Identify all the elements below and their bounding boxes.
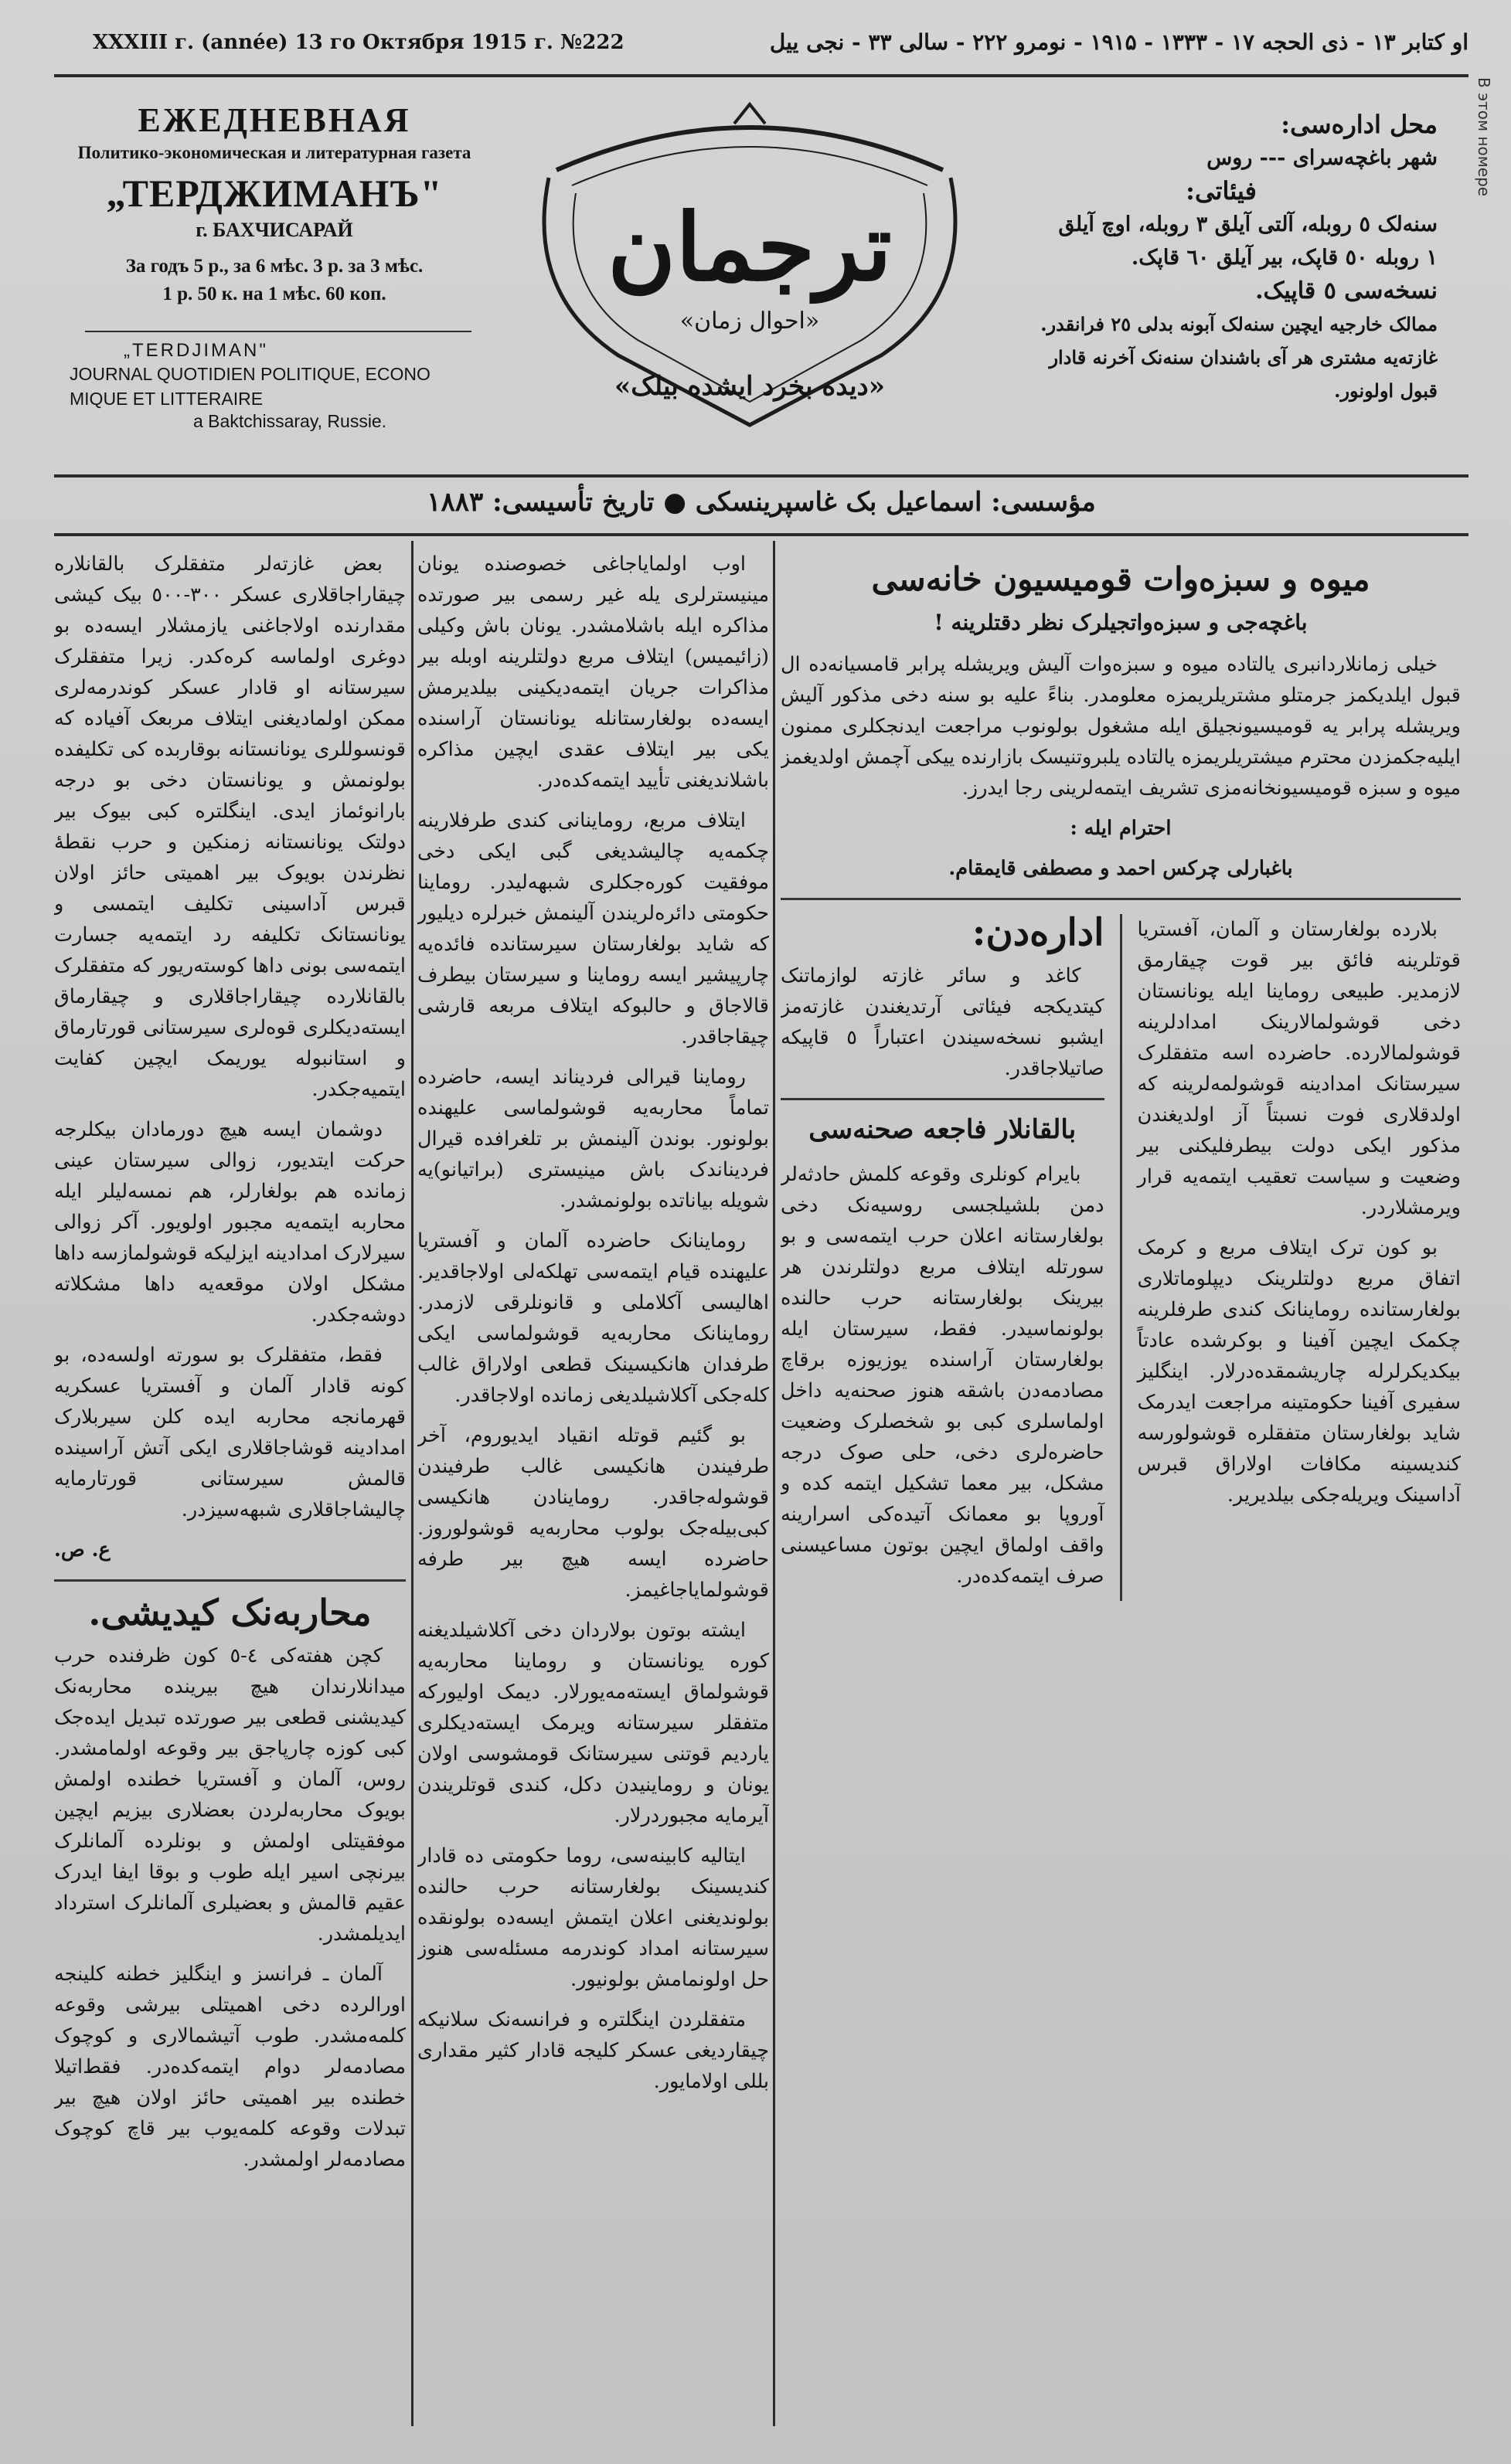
headline-administration: اداره‌دن: — [972, 911, 1104, 954]
top-rule — [54, 74, 1468, 77]
left-divider — [54, 1579, 406, 1582]
paragraph-balkan-1: بلارده بولغارستان و آلمان، آفستریا قوتلرینه فائق بیر قوت چیقارمق لازمدیر. طبیعی روماینا ایله یونانستان دخی قوشولمالارینک امدادلرینه قوشولمالارده. حاضرده اسه متفقلرک سیرستانک امدادینه قوشولمه‌لرینه که اولدقلاری فوت نسبتاً آز اولدیغندن مذکور ایکی دولت بیطرفلیکنی بیر وضعیت و سیاست تعقیب ایتمه‌یه قرار ویرمشلاردر. — [1137, 918, 1461, 1219]
logo-tagline: «احوال زمان» — [679, 308, 820, 335]
founder-rule — [54, 533, 1468, 536]
author-abbreviation: ع. ص. — [54, 1538, 111, 1562]
headline-commission: میوه و سبزه‌وات قومیسیون خانه‌سی — [871, 560, 1370, 598]
middle-paragraph-1: اوب اولمایاجاغی خصوصنده یونان مینیسترلری یله غیر رسمی بیر صورتده مذاکره ایله باشلامشدر. یونان باش وکیلی (زائیمیس) ایتلاف مربع دولتلرینه اوبله بیر مذاکرات جریان ایتمه‌دیکینی بیلدیرمش ایسه‌ده بولغارستانله یونانستان آراسنده یکی بیر ایتلاف عقدی ایچین مذاکره باشلاندیغنی تأیید ایتمه‌کده‌در. — [417, 552, 769, 792]
subhead-commission: باغچه‌جی و سبزه‌واتجیلرک نظر دقتلرینه ! — [934, 610, 1308, 635]
logo-tagline-text: احوال زمان — [694, 308, 805, 335]
masthead-russian — [54, 100, 495, 308]
middle-paragraph-8: متفقلردن اینگلتره و فرانسه‌نک سلانیکه چیقاردیغی عسکر کلیجه قادار کثیر مقداری بللی اولامایور. — [417, 2008, 769, 2093]
headline-balkan-tragedy: بالقانلار فاجعه صحنه‌سی — [808, 1114, 1077, 1145]
headline-war-course: محاربه‌نک کیدیشی. — [88, 1592, 372, 1633]
admin-city: شهر باغچه‌سرای --- روس — [1206, 146, 1438, 170]
founder-line: مؤسسی: اسماعیل بک غاسپرینسکی ● تاریخ تأسیسی: ۱۸۸۳ — [427, 487, 1096, 518]
masthead-daily: ЕЖЕДНЕВНАЯ — [138, 101, 411, 139]
section-divider — [781, 898, 1461, 900]
admin-foreign-2: غازته‌یه مشتری هر آی باشندان سنه‌نک آخرنه قادار — [1049, 346, 1438, 369]
price-line-2: 1 р. 50 к. на 1 мѣс. 60 коп. — [162, 284, 386, 304]
masthead-logo — [502, 100, 997, 456]
left-paragraph-1: بعض غازته‌لر متفقلرک بالقانلاره چیقاراجاقلاری عسکر ۳۰٠-٥٠٠ بیک کیشی مقدارنده اولاجاغنی یازمشلار ایسه‌ده بو دوغری اولماسه کره‌کدر. زیرا متفقلرک سیرستانه او قادار عسکر کوندرمه‌لری ممکن اولمادیغنی ایتلاف مربعک آفیاده که قونسوللری یونانستانه بوقاربده کی تکلیفده بولونمش و یونانستان دخی بو درجه بارانوئماز ایدی. اینگلتره کبی بیوک بیر دولتک یونانستانه زمنکین و حرب نقطهٔ نظرندن بویوک بیر اهمیتی حائز اولان قبرس آداسینی تکلیف ایتمسی و یونانستانک تکلیفه رد ایتمه‌یه جسارت ایتمه‌سی بونی داها کوسته‌ریور که متفقلرک بالقانلارده چیقاراجاقلاری و چیقارماق ایسته‌دیکلری قوه‌لری سیرستانی قورتارماق و استانبوله یوریمک ایچین کفایت ایتمیه‌جکدر. — [54, 552, 406, 1101]
price-line-1: За годъ 5 р., за 6 мѣс. 3 р. за 3 мѣс. — [125, 256, 424, 277]
admin-price-2: ۱ روبله ٥٠ قاپک، بیر آیلق ٦٠ قاپک. — [1131, 246, 1438, 270]
right-subcolumn-a — [1138, 914, 1462, 1601]
admin-issue-price: نسخه‌سی ٥ قاپیک. — [1255, 277, 1438, 304]
french-line-1: JOURNAL QUOTIDIEN POLITIQUE, ECONO — [70, 364, 430, 384]
section-divider-2 — [781, 1098, 1104, 1100]
middle-paragraph-7: ایتالیه کابینه‌سی، روما حکومتی ده قادار کندیسینک بولغارستانه حرب حالنده بولوندیغنی اعلان ایتمش ایسه‌ده بولونقده سیرستانه امداد کوندرمه مسئله‌سی هنوز حل اولونمامش بولونیور. — [417, 1844, 769, 1991]
left-paragraph-2: دوشمان ایسه هیچ دورمادان بیکلرجه حرکت ایتدیور، زوالی سیرستان عینی زمانده هم بولغارلر، هم نمسه‌لیلر ایله محاربه ایتمه‌یه مجبور اولویور. آکر زوالی سیرلارک امدادینه ایزلیکه قوشولمازسه داها مشکل اولان موقعه‌یه داها مشکلاته دوشه‌جکدر. — [54, 1118, 406, 1327]
column-separator-right — [773, 541, 775, 2426]
admin-foreign-1: ممالک خارجیه ایچین سنه‌لک آبونه بدلی ۲٥ فرانقدر. — [1040, 313, 1438, 335]
left-paragraph-4: کچن هفته‌کی ٤-٥ کون ظرفنده حرب میدانلارندان هیچ بیرینده محاربه‌نک کیدیشنی قطعی بیر صورتده تبدیل ایده‌جک کبی کوزه چارپاجق بیر وقوعه اولمامشدر. روس، آلمان و آفستریا خطنده اولمش بویوک محاربه‌لردن بعضلاری بیزیم ایچین موفقیتلی اولمش و بونلرده آلمانلرک بیرنچی اسیر ایله طوب و بوقا ایفا ایدرک عقیم قالمش و بعضیلری آلمانلرک استرداد ایدیلمشدر. — [54, 1644, 406, 1946]
paragraph-balkan-2: بو کون ترک ایتلاف مربع و کرمک اتفاق مربع دولتلرینک دیپلوماتلاری بولغارستانده روماینانک کندی طرفلرینه چکمک ایچین آفینا و بوکرشده عادتاً بیکدیکرلرله چاریشمقده‌درلار. اینگلیز سفیری آفینا حکومتینه مراجعت ایدرمک شاید بولغارستان متفقلره قوشولورسه کندیسینه مکافات اولاراق قبرس آداسینک ویریله‌جکی بیلدیریر. — [1137, 1236, 1461, 1507]
masthead-french — [70, 340, 471, 432]
admin-price-1: سنه‌لک ٥ روبله، آلتی آیلق ۳ روبله، اوچ آیلق — [1058, 212, 1438, 236]
subcolumn-divider — [1120, 914, 1122, 1601]
administration-notice: کاغد و سائر غازته لوازماتنک کیتدیکجه فیئاتی آرتدیغندن غازته‌مز ایشبو نسخه‌سیندن اعتباراً ٥ قاپیکه صاتیلاجاقدر. — [781, 964, 1104, 1080]
masthead-city: г. БАХЧИСАРАЙ — [196, 219, 353, 241]
respect-line: احترام ایله : — [1070, 817, 1172, 840]
signature-line: باغبارلی چرکس احمد و مصطفی قایمقام. — [948, 857, 1293, 880]
column-middle — [417, 549, 769, 2403]
french-line-2: MIQUE ET LITTERAIRE — [70, 389, 264, 409]
commission-body: خیلی زمانلاردانبری یالتاده میوه و سبزه‌وات آلیش ویریشله پرابر قامسیانه‌ده ال قبول ایلدیکمز جرمتلو مشتریلریمزه معلومدر. بناءً علیه بو سنه دخی مذکور آلیش ویریشله پرابر یه قومیسیونجیلق ایله مشغول بولونوب مراجعت ایدنجکلری ممنون ایلیه‌جکمزدن محترم میشتریلریمزه یالتاده یلبروتنیسک بازارنده ییکی آچمش اولدیغمز میوه و سبزه قومیسیونخانه‌مزی تشریف ایتمه‌لرینی رجا ایدرز. — [781, 653, 1461, 800]
left-paragraph-3: فقط، متفقلرک بو سورته اولسه‌ده، بو کونه قادار آلمان و آفستریا عسکریه قهرمانجه محاربه ایده کلن سیربلارک امدادینه قوشاجاقلاری ایکی آتش آراسینده قالمش سیرستانی قورتارمایه چالیشاجاقلاری شبهه‌سیزدر. — [54, 1344, 406, 1521]
balkan-tragedy-body: بایرام کونلری وقوعه کلمش حادثه‌لر دمن بلشیلجسی روسیه‌نک دخی بولغارستانه اعلان حرب ایتمه‌سی و بو سورتله ایتلاف مربع دولتلرندن هر بیرینک بولغارستانه حرب حالنده بولونماسیدر. فقط، سیرستان ایله بولغارستان آراسنده یوزیوزه برقاچ مصادمه‌دن باشقه هنوز صحنه‌یه داخل اولماسلری کبی بو شخصلرک وضعیت حاضره‌لری دخی، حلی صوک درجه مشکل، بیر معما تشکیل ایتمه کده و آوروپا بو معمانک آتیده‌کی اسرارینه واقف اولماق ایچین بوتون مساعیسنی صرف ایتمه‌کده‌در. — [781, 1163, 1104, 1588]
french-place: a Baktchissaray, Russie. — [193, 411, 387, 431]
masthead-name-french: „TERDJIMAN" — [124, 340, 268, 361]
masthead-price — [54, 253, 495, 308]
left-paragraph-5: آلمان ـ فرانسز و اینگلیز خطنه کلینجه اورالرده دخی اهمیتلی بیرشی وقوعه کلمه‌مشدر. طوب آتیشمالاری و کوچوک مصادمه‌لر دوام ایتمه‌کده‌در. فقط‌اتیلا خطنده بیر اهمیتی حائز اولان هیچ بیر تبدلات وقوعه کلمه‌یوب بیر قاچ کوچوک مصادمه‌لر اولمشدر. — [54, 1963, 406, 2171]
price-heading: فیئاتی: — [1186, 176, 1257, 206]
admin-foreign-3: قبول اولونور. — [1334, 379, 1438, 402]
admin-heading: محل اداره‌سی: — [1281, 110, 1438, 139]
right-subcolumn-b — [781, 911, 1104, 1601]
side-vertical-label: В этом номере — [1475, 77, 1493, 197]
middle-paragraph-6: ایشته بوتون بولاردان دخی آکلاشیلدیغنه کوره یونانستان و روماینا محاربه‌یه قوشولماق ایسته‌مه‌یورلار. دیمک اولیورکه متفقلر سیرستانه ویرمک ایسته‌دیکلری یاردیم قوتنی سیرستانک قومشوسی اولان یونان و روماینیدن دکل، کندی قوتلریندن آیرمایه مجبوردرلار. — [417, 1619, 769, 1827]
middle-paragraph-2: ایتلاف مربع، روماینانی کندی طرفلارینه چکمه‌یه چالیشدیغی گبی ایکی دخی موفقیت کوره‌جکلری شبهه‌لیدر. روماینا حکومتی دائره‌لریندن آلینمش خبرلره دیلیور که شاید بولغارستان سیرستانده فائده‌یه چارپیشیر ایسه روماینا و سیرستان بیطرف قالاجاق و حالبوکه ایتلاف مربعه قارشی چیقاجاقدر. — [417, 809, 769, 1048]
logo-motto-text: دیده بخرد ایشده بیلک — [631, 371, 869, 402]
column-left — [54, 549, 406, 2403]
masthead-bottom-rule — [54, 474, 1468, 478]
column-right — [781, 549, 1461, 2403]
masthead-divider — [85, 331, 471, 332]
masthead-name-russian: „ТЕРДЖИМАНЪ" — [106, 172, 443, 215]
admin-box — [1005, 108, 1438, 407]
date-line-arabic: او کتابر ۱۳ - ذی الحجه ۱۷ - ۱۳۳۳ - ۱۹۱۵ - نومرو ۲۲۲ - سالی ۳۳ - نجی ییل — [769, 29, 1468, 55]
middle-paragraph-5: بو گئیم قوتله انقیاد ایدیوروم، آخر طرفیندن هانکیسی غالب طرفیندن قوشوله‌جاقدر. روماینادن هانکیسی کبی‌بیله‌جک بولوب محاربه‌یه قوشولوروز. حاضرده ایسه هیچ بیر طرفه قوشولمایاجاغیمز. — [417, 1424, 769, 1602]
masthead-subtitle: Политико-экономическая и литературная газета — [77, 143, 471, 162]
middle-paragraph-4: روماینانک حاضرده آلمان و آفستریا علیهنده قیام ایتمه‌سی تهلکه‌لی اولاجاقدیر. اهالیسی آکلاملی و قانونلرقی لازمدر. روماینانک محاربه‌یه قوشولماسی ایکی طرفدان هانکیسینک قطعی اولاراق غالب کله‌جکی آکلاشیلدیغی زمانده اولاجاقدر. — [417, 1229, 769, 1407]
logo-motto: «دیده بخرد ایشده بیلک» — [614, 371, 885, 402]
logo-title: ترجمان — [607, 193, 892, 302]
column-separator-left — [411, 541, 413, 2426]
middle-paragraph-3: روماینا قیرالی فردیناند ایسه، حاضرده تماماً محاربه‌یه قوشولماسی علیهنده بولونور. بوندن آلینمش بر تلغرافده قیرال فردیناندک باش مینیستری (براتیانو)یه شویله بیاناتده بولونمشدر. — [417, 1065, 769, 1212]
date-strip — [93, 23, 1468, 70]
date-line-russian: XXXIII г. (année) 13 го Октября 1915 г. №222 — [93, 31, 624, 54]
